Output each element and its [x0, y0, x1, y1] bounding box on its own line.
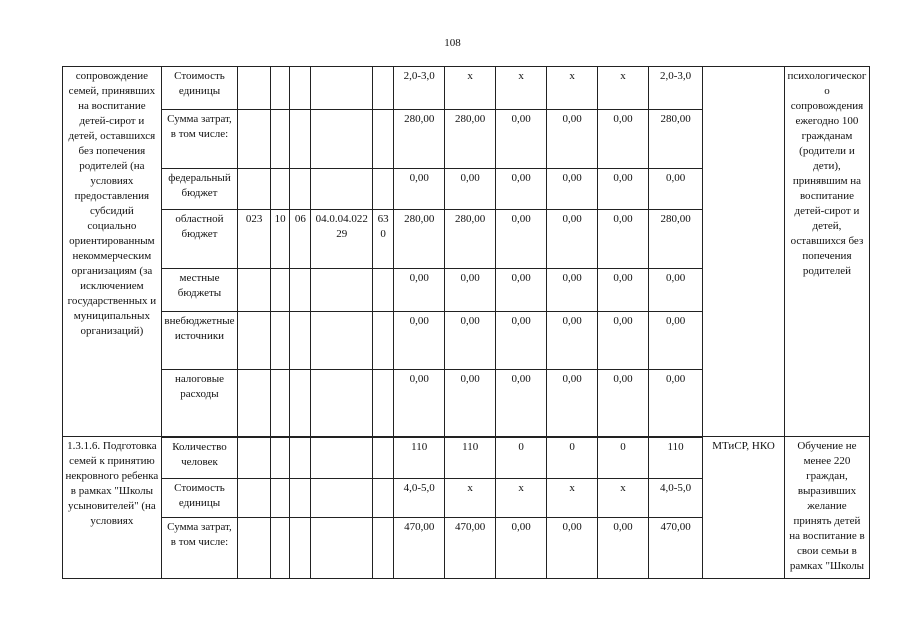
value-cell: 0,00: [496, 518, 547, 579]
value-cell: 0,00: [445, 269, 496, 312]
csr-code: [311, 269, 373, 312]
value-cell: 280,00: [445, 210, 496, 269]
pr-code: [290, 169, 311, 210]
csr-code: [311, 110, 373, 169]
value-cell: 0,00: [394, 169, 445, 210]
grbs-code: [238, 370, 271, 437]
value-cell: 280,00: [394, 210, 445, 269]
vr-code: [373, 370, 394, 437]
grbs-code: [238, 67, 271, 110]
rz-code: [271, 479, 290, 518]
value-cell: 0: [598, 437, 649, 479]
grbs-code: [238, 437, 271, 479]
indicator-label: Стоимость единицы: [161, 67, 237, 110]
pr-code: [290, 479, 311, 518]
grbs-code: [238, 479, 271, 518]
value-cell: х: [445, 67, 496, 110]
pr-code: [290, 518, 311, 579]
value-cell: 4,0-5,0: [649, 479, 703, 518]
indicator-label: Количество человек: [161, 437, 237, 479]
indicator-label: Сумма затрат, в том числе:: [161, 110, 237, 169]
rz-code: [271, 312, 290, 370]
rz-code: [271, 437, 290, 479]
indicator-label: федеральный бюджет: [161, 169, 237, 210]
csr-code: 04.0.04.02229: [311, 210, 373, 269]
grbs-code: [238, 312, 271, 370]
page-number: 108: [444, 37, 461, 49]
value-cell: 280,00: [649, 110, 703, 169]
value-cell: 280,00: [649, 210, 703, 269]
csr-code: [311, 370, 373, 437]
value-cell: 0: [547, 437, 598, 479]
value-cell: 0,00: [496, 370, 547, 437]
pr-code: [290, 67, 311, 110]
value-cell: 2,0-3,0: [649, 67, 703, 110]
csr-code: [311, 312, 373, 370]
value-cell: 280,00: [394, 110, 445, 169]
measure-name-cell: 1.3.1.6. Подготовка семей к принятию некровного ребенка в рамках "Школы усыновителей" (на условиях: [63, 437, 162, 579]
table-row: [63, 67, 870, 110]
value-cell: х: [547, 67, 598, 110]
vr-code: [373, 169, 394, 210]
measure-name-cell: сопровождение семей, принявших на воспитание детей-сирот и детей, оставшихся без попечения родителей (на условиях предоставления субсидий социально ориентированным некоммерческим организациям (за исключением государственных и муниципальных организаций): [63, 67, 162, 437]
value-cell: 0,00: [649, 269, 703, 312]
pr-code: [290, 110, 311, 169]
value-cell: 0,00: [496, 269, 547, 312]
pr-code: [290, 312, 311, 370]
csr-code: [311, 479, 373, 518]
value-cell: 470,00: [445, 518, 496, 579]
grbs-code: [238, 169, 271, 210]
vr-code: [373, 110, 394, 169]
value-cell: 0,00: [598, 210, 649, 269]
indicator-label: налоговые расходы: [161, 370, 237, 437]
value-cell: 0,00: [547, 210, 598, 269]
result-cell: Обучение не менее 220 граждан, выразивших желание принять детей на воспитание в свои семьи в рамках "Школы: [784, 437, 869, 579]
pr-code: [290, 370, 311, 437]
value-cell: 0,00: [598, 518, 649, 579]
value-cell: х: [496, 67, 547, 110]
csr-code: [311, 67, 373, 110]
value-cell: 0,00: [649, 169, 703, 210]
pr-code: [290, 437, 311, 479]
value-cell: х: [496, 479, 547, 518]
indicator-label: Стоимость единицы: [161, 479, 237, 518]
rz-code: [271, 518, 290, 579]
grbs-code: 023: [238, 210, 271, 269]
value-cell: 0,00: [496, 210, 547, 269]
value-cell: 0,00: [649, 370, 703, 437]
value-cell: 0,00: [598, 269, 649, 312]
value-cell: 0,00: [445, 169, 496, 210]
table-row: [63, 437, 870, 479]
pr-code: 06: [290, 210, 311, 269]
value-cell: 2,0-3,0: [394, 67, 445, 110]
value-cell: 110: [394, 437, 445, 479]
value-cell: х: [598, 479, 649, 518]
indicator-label: областной бюджет: [161, 210, 237, 269]
value-cell: 0,00: [394, 370, 445, 437]
value-cell: 110: [445, 437, 496, 479]
grbs-code: [238, 269, 271, 312]
csr-code: [311, 169, 373, 210]
value-cell: 0,00: [496, 110, 547, 169]
value-cell: 4,0-5,0: [394, 479, 445, 518]
value-cell: 0,00: [496, 169, 547, 210]
value-cell: 470,00: [649, 518, 703, 579]
csr-code: [311, 437, 373, 479]
program-table: [62, 66, 870, 579]
value-cell: 0,00: [547, 518, 598, 579]
vr-code: [373, 67, 394, 110]
vr-code: [373, 479, 394, 518]
value-cell: 0,00: [445, 312, 496, 370]
value-cell: 0,00: [547, 269, 598, 312]
value-cell: 110: [649, 437, 703, 479]
value-cell: 0,00: [598, 370, 649, 437]
executor-cell: [703, 67, 785, 437]
value-cell: 0,00: [394, 269, 445, 312]
value-cell: 0: [496, 437, 547, 479]
value-cell: 0,00: [598, 110, 649, 169]
grbs-code: [238, 518, 271, 579]
rz-code: 10: [271, 210, 290, 269]
vr-code: [373, 312, 394, 370]
value-cell: 0,00: [547, 370, 598, 437]
grbs-code: [238, 110, 271, 169]
value-cell: х: [445, 479, 496, 518]
rz-code: [271, 67, 290, 110]
value-cell: 0,00: [649, 312, 703, 370]
vr-code: 630: [373, 210, 394, 269]
value-cell: 0,00: [598, 312, 649, 370]
value-cell: х: [547, 479, 598, 518]
rz-code: [271, 169, 290, 210]
result-cell: психологического сопровождения ежегодно 100 гражданам (родители и дети), принявшим на воспитание детей-сирот и детей, оставшихся без попечения родителей: [784, 67, 869, 437]
pr-code: [290, 269, 311, 312]
value-cell: 280,00: [445, 110, 496, 169]
executor-cell: МТиСР, НКО: [703, 437, 785, 579]
value-cell: 0,00: [547, 169, 598, 210]
value-cell: 0,00: [394, 312, 445, 370]
value-cell: 470,00: [394, 518, 445, 579]
value-cell: 0,00: [598, 169, 649, 210]
value-cell: х: [598, 67, 649, 110]
indicator-label: внебюджетные источники: [161, 312, 237, 370]
vr-code: [373, 518, 394, 579]
rz-code: [271, 370, 290, 437]
vr-code: [373, 437, 394, 479]
rz-code: [271, 269, 290, 312]
indicator-label: Сумма затрат, в том числе:: [161, 518, 237, 579]
indicator-label: местные бюджеты: [161, 269, 237, 312]
value-cell: 0,00: [496, 312, 547, 370]
value-cell: 0,00: [547, 312, 598, 370]
rz-code: [271, 110, 290, 169]
csr-code: [311, 518, 373, 579]
value-cell: 0,00: [547, 110, 598, 169]
value-cell: 0,00: [445, 370, 496, 437]
vr-code: [373, 269, 394, 312]
